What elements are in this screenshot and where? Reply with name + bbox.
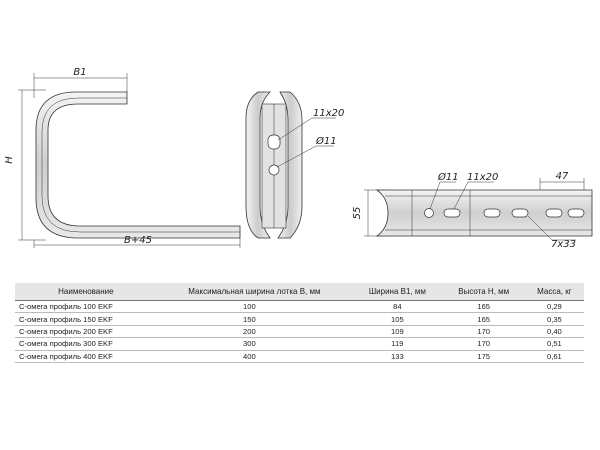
length-slot-label: 11x20 (467, 172, 499, 183)
cell-mass: 0,51 (525, 338, 584, 350)
cell-height-h: 175 (443, 350, 525, 362)
dim-b45-label: B+45 (124, 235, 152, 246)
cell-height-h: 170 (443, 338, 525, 350)
dim-47-label: 47 (555, 171, 569, 182)
cell-height-h: 165 (443, 301, 525, 313)
cell-mass: 0,35 (525, 313, 584, 325)
profile-length-view (352, 171, 592, 250)
cell-name: С-омега профиль 100 EKF (15, 301, 157, 313)
hole-diameter-label: Ø11 (316, 136, 337, 147)
table-row (15, 350, 584, 362)
length-hole-label: Ø11 (438, 172, 459, 183)
cell-max-width: 100 (157, 301, 352, 313)
length-slot (512, 209, 528, 217)
cell-name: С-омега профиль 300 EKF (15, 338, 157, 350)
table-row (15, 313, 584, 325)
cell-max-width: 200 (157, 325, 352, 337)
cell-height-h: 165 (443, 313, 525, 325)
spec-table (15, 283, 584, 363)
col-header-mass: Масса, кг (525, 283, 584, 301)
length-slot (546, 209, 562, 217)
slot-size-label: 11x20 (313, 108, 345, 119)
cell-name: С-омега профиль 150 EKF (15, 313, 157, 325)
slot-hole (268, 135, 280, 149)
length-round-hole (425, 209, 434, 218)
c-profile-front-view (246, 92, 344, 238)
cell-height-h: 170 (443, 325, 525, 337)
col-header-max-width: Максимальная ширина лотка В, мм (157, 283, 352, 301)
length-slot (568, 209, 584, 217)
cell-width-b1: 84 (352, 301, 443, 313)
dim-h-label: H (4, 156, 15, 164)
length-slot (484, 209, 500, 217)
dim-55-label: 55 (352, 206, 363, 220)
cell-width-b1: 105 (352, 313, 443, 325)
cell-width-b1: 133 (352, 350, 443, 362)
cell-mass: 0,29 (525, 301, 584, 313)
cell-max-width: 300 (157, 338, 352, 350)
cell-mass: 0,61 (525, 350, 584, 362)
c-profile-side-view (4, 67, 240, 248)
table-row (15, 301, 584, 313)
cell-width-b1: 119 (352, 338, 443, 350)
col-header-height-h: Высота Н, мм (443, 283, 525, 301)
col-header-width-b1: Ширина В1, мм (352, 283, 443, 301)
col-header-name: Наименование (15, 283, 157, 301)
table-row (15, 325, 584, 337)
cell-mass: 0,40 (525, 325, 584, 337)
table-row (15, 338, 584, 350)
cell-max-width: 150 (157, 313, 352, 325)
table-header-row (15, 283, 584, 301)
dim-b1-label: B1 (73, 67, 87, 78)
cell-width-b1: 109 (352, 325, 443, 337)
cell-max-width: 400 (157, 350, 352, 362)
length-slot (444, 209, 460, 217)
cell-name: С-омега профиль 400 EKF (15, 350, 157, 362)
slot-array-label: 7x33 (551, 239, 577, 250)
cell-name: С-омега профиль 200 EKF (15, 325, 157, 337)
